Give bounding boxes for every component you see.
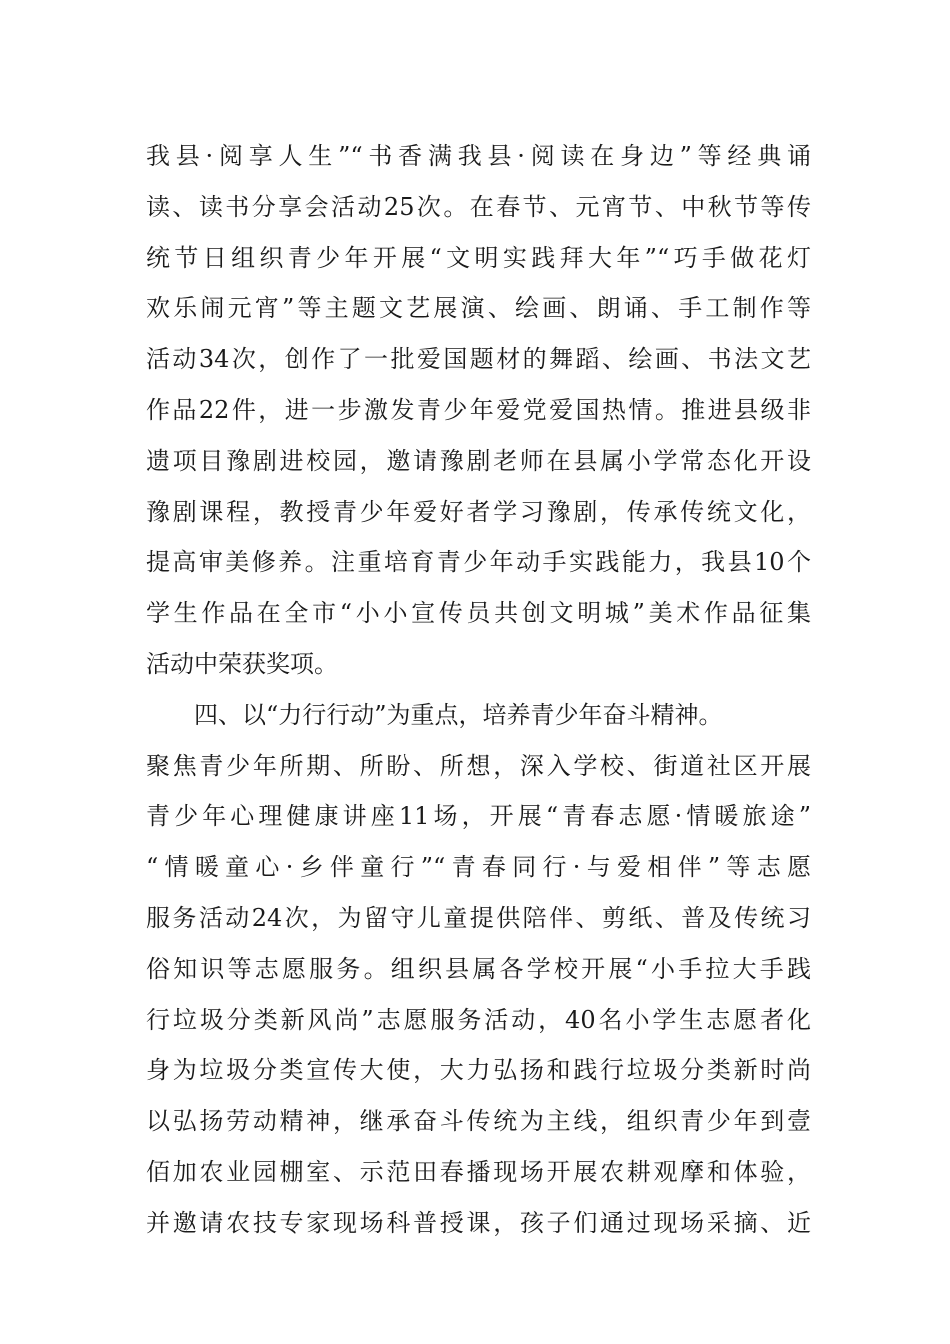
text-line: 以弘扬劳动精神，继承奋斗传统为主线，组织青少年到壹 [146,1107,811,1136]
text-line: 遗项目豫剧进校园，邀请豫剧老师在县属小学常态化开设 [146,446,811,475]
text-line: 豫剧课程，教授青少年爱好者学习豫剧，传承传统文化， [146,497,811,526]
text-line: 活动34次，创作了一批爱国题材的舞蹈、绘画、书法文艺 [146,345,811,374]
text-line: 作品22件，进一步激发青少年爱党爱国热情。推进县级非 [146,395,811,424]
text-line: 并邀请农技专家现场科普授课，孩子们通过现场采摘、近 [146,1208,811,1237]
text-line: 学生作品在全市“小小宣传员共创文明城”美术作品征集 [146,599,811,628]
text-line: 行垃圾分类新风尚”志愿服务活动，40名小学生志愿者化 [146,1005,811,1034]
text-line: “情暖童心·乡伴童行”“青春同行·与爱相伴”等志愿 [146,853,811,882]
text-line: 活动中荣获奖项。 [146,649,338,678]
text-line: 身为垃圾分类宣传大使，大力弘扬和践行垃圾分类新时尚 [146,1056,811,1085]
text-line: 我县·阅享人生”“书香满我县·阅读在身边”等经典诵 [146,142,811,170]
text-line: 服务活动24次，为留守儿童提供陪伴、剪纸、普及传统习 [146,903,811,932]
text-line: 青少年心理健康讲座11场，开展“青春志愿·情暖旅途” [146,802,811,831]
text-line: 俗知识等志愿服务。组织县属各学校开展“小手拉大手践 [146,954,811,983]
text-line: 佰加农业园棚室、示范田春播现场开展农耕观摩和体验， [146,1157,811,1186]
text-line: 聚焦青少年所期、所盼、所想，深入学校、街道社区开展 [146,751,811,780]
section-heading-line: 四、以“力行行动”为重点，培养青少年奋斗精神。 [194,700,723,729]
text-line: 读、读书分享会活动25次。在春节、元宵节、中秋节等传 [146,192,811,221]
body-text [146,131,811,1249]
text-line: 提高审美修养。注重培育青少年动手实践能力，我县10个 [146,548,811,577]
text-line: 欢乐闹元宵”等主题文艺展演、绘画、朗诵、手工制作等 [146,294,811,323]
text-line: 统节日组织青少年开展“文明实践拜大年”“巧手做花灯 [146,243,811,272]
